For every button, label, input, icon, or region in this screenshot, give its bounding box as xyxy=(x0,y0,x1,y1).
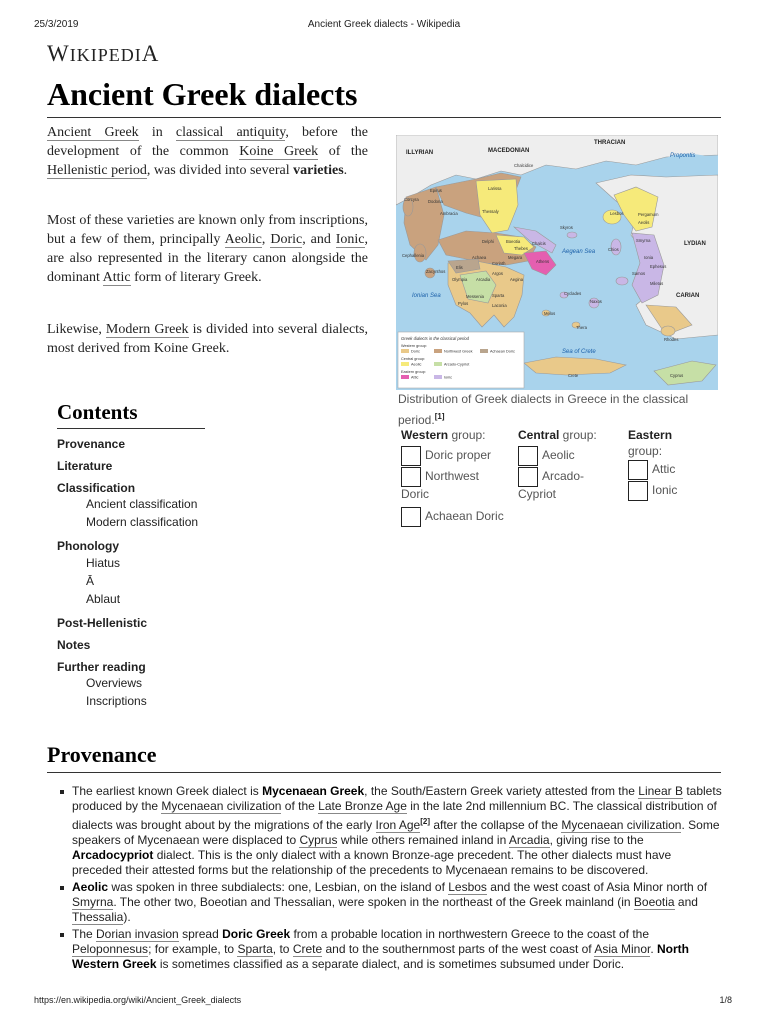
text-run: spread xyxy=(178,927,223,941)
inline-link[interactable]: Iron Age xyxy=(375,818,421,832)
inline-link[interactable]: Crete xyxy=(292,942,323,956)
map-legend-western: Western group: xyxy=(401,344,427,348)
text-run: in xyxy=(138,125,176,140)
text-run: Most of these varieties are known only from inscriptions, but a few of them, principally xyxy=(47,213,368,247)
map-place-athens: Athens xyxy=(536,259,550,264)
legend-swatch xyxy=(401,507,421,527)
text-run: , to xyxy=(272,942,293,956)
map-island-skyros xyxy=(567,232,577,238)
text-run: is sometimes classified as a separate dialect, and is sometimes subsumed under Doric. xyxy=(156,957,625,971)
toc-a-macron[interactable]: Ā xyxy=(86,574,95,588)
inline-link[interactable]: Dorian invasion xyxy=(96,927,179,941)
map-legend-arcadocypriot: Arcado-Cypriot xyxy=(444,362,470,367)
map-legend-achaean: Achaean Doric xyxy=(490,349,515,354)
bold-term: Arcadocypriot xyxy=(72,848,154,862)
text-run: The earliest known Greek dialect is xyxy=(72,784,263,798)
text-run: was spoken in three subdialects: one, Lesbian, on the island of xyxy=(108,880,449,894)
map-inset-legend xyxy=(398,332,524,388)
text-run: form of literary Greek. xyxy=(130,270,262,285)
map-sea-propontis: Propontis xyxy=(670,153,696,159)
contents-divider xyxy=(57,428,205,429)
map-place-melos: Melos xyxy=(544,311,556,316)
map-place-chalcis: Chalcis xyxy=(532,241,546,246)
map-caption xyxy=(398,391,718,429)
text-run: . Some speakers of Mycenaean were displaced to xyxy=(72,818,720,847)
map-place-laconia: Laconia xyxy=(492,303,507,308)
inline-link[interactable]: Thessalia xyxy=(72,910,124,924)
legend-eastern-group xyxy=(628,428,718,501)
section-divider xyxy=(47,772,721,773)
toc-modern-classification[interactable]: Modern classification xyxy=(86,515,199,529)
text-run: . xyxy=(343,163,348,178)
map-place-ephesus: Ephesus xyxy=(650,264,667,269)
map-label-macedonian: MACEDONIAN xyxy=(488,148,530,154)
intro-paragraph-3 xyxy=(47,320,368,358)
toc-phonology[interactable]: Phonology xyxy=(57,539,119,553)
legend-swatch xyxy=(628,481,648,501)
map-place-messenia: Messenia xyxy=(466,294,484,299)
inline-link[interactable]: Doric xyxy=(270,232,303,247)
map-place-thebes: Thebes xyxy=(514,246,528,251)
wordmark-last-letter: A xyxy=(141,41,160,66)
map-legend-title: Greek dialects in the classical period xyxy=(401,336,469,341)
map-legend-eastern: Eastern group: xyxy=(401,370,426,374)
legend-item-northwest-cont: Doric xyxy=(401,487,430,501)
toc-notes[interactable]: Notes xyxy=(57,638,91,652)
inline-link[interactable]: Boeotia xyxy=(633,895,675,909)
legend-label: Attic xyxy=(652,462,676,476)
intro-paragraph-2 xyxy=(47,211,368,287)
inline-link[interactable]: Sparta xyxy=(237,942,273,956)
inline-link[interactable]: Late Bronze Age xyxy=(318,799,407,813)
provenance-bullet-2 xyxy=(60,880,722,925)
text-run: , giving rise to the xyxy=(549,833,644,847)
map-place-megara: Megara xyxy=(508,255,523,260)
text-run: , and xyxy=(302,232,336,247)
provenance-bullet-3 xyxy=(60,927,722,972)
intro-paragraph-1 xyxy=(47,123,368,180)
map-label-carian: CARIAN xyxy=(676,293,700,299)
legend-central-suffix: group: xyxy=(559,428,597,442)
map-place-cephallenia: Cephallenia xyxy=(402,253,425,258)
text-run: The xyxy=(72,927,97,941)
legend-central-group xyxy=(518,428,618,505)
print-footer-url: https://en.wikipedia.org/wiki/Ancient_Greek_dialects xyxy=(34,995,242,1005)
text-run: , are also represented in the literary canon alongside the dominant xyxy=(47,232,369,285)
provenance-list xyxy=(60,784,722,974)
text-run: dialect. This is the only dialect with a known Bronze-age precedent. The other dialects must have preceded their attested forms but the relationship of the precedents to Mycenaean remains to be discovered. xyxy=(72,848,672,877)
inline-link[interactable]: Attic xyxy=(102,270,131,285)
map-place-samos: Samos xyxy=(632,271,646,276)
legend-swatch xyxy=(518,446,538,466)
map-place-thessaly: Thessaly xyxy=(482,209,499,214)
inline-link[interactable]: Cyprus xyxy=(299,833,338,847)
map-legend-aeolic: Aeolic xyxy=(411,362,422,367)
wordmark-first-letter: W xyxy=(47,41,70,66)
map-place-miletus: Miletus xyxy=(650,281,664,286)
map-place-skyros: Skyros xyxy=(560,225,573,230)
legend-western-title: Western xyxy=(401,428,449,442)
map-place-sparta: Sparta xyxy=(492,293,505,298)
legend-swatch xyxy=(401,446,421,466)
text-run: ). xyxy=(123,910,131,924)
map-legend-central: Central group: xyxy=(401,357,426,361)
map-place-corcyra: Corcyra xyxy=(404,197,419,202)
legend-item-ionic xyxy=(628,480,718,501)
text-run: of the xyxy=(281,799,319,813)
legend-eastern-title: Eastern xyxy=(628,428,673,442)
text-run: is divided into several dialects, most derived from Koine Greek. xyxy=(47,322,369,356)
map-sea-aegean: Aegean Sea xyxy=(562,249,596,255)
map-legend-attic: Attic xyxy=(411,375,419,380)
legend-item-doric-proper xyxy=(401,445,516,466)
text-run: and the west coast of Asia Minor north of xyxy=(486,880,708,894)
bold-term: Aeolic xyxy=(72,880,109,894)
print-date: 25/3/2019 xyxy=(34,19,79,30)
map-place-cyprus: Cyprus xyxy=(670,373,684,378)
provenance-bullet-1 xyxy=(60,784,722,878)
legend-item-arcado-cont: Cypriot xyxy=(518,487,557,501)
map-caption-text: Distribution of Greek dialects in Greece in the classical period. xyxy=(398,392,689,427)
inline-link[interactable]: Modern Greek xyxy=(105,322,189,337)
inline-link[interactable]: Hellenistic period xyxy=(47,163,147,178)
map-place-zacynthos: Zacynthos xyxy=(426,269,446,274)
map-place-ambracia: Ambracia xyxy=(440,211,458,216)
text-run: , xyxy=(261,232,271,247)
map-place-aeolis: Aeolis xyxy=(638,220,650,225)
map-legend-swatch-ionic xyxy=(434,375,442,379)
map-legend-swatch-northwest xyxy=(434,349,442,353)
toc-literature[interactable]: Literature xyxy=(57,459,113,473)
legend-label: Doric proper xyxy=(425,448,492,462)
map-place-elis: Elis xyxy=(456,265,463,270)
map-legend-northwest: Northwest Greek xyxy=(444,349,473,354)
title-divider xyxy=(47,117,721,118)
map-place-argos: Argos xyxy=(492,271,503,276)
text-run: and to the southernmost parts of the west coast of xyxy=(322,942,595,956)
legend-item-aeolic xyxy=(518,445,618,466)
bold-term: varieties xyxy=(293,163,344,178)
legend-item-achaean-doric xyxy=(401,506,516,527)
inline-link[interactable]: Smyrna xyxy=(72,895,114,909)
map-place-chios: Chios xyxy=(608,247,619,252)
inline-link[interactable]: Ionic xyxy=(335,232,365,247)
wordmark-middle: IKIPEDI xyxy=(69,45,142,65)
legend-central-title: Central xyxy=(518,428,560,442)
text-run: , was divided into several xyxy=(146,163,294,178)
text-run: after the collapse of the xyxy=(430,818,562,832)
contents-title: Contents xyxy=(57,400,138,424)
map-label-lydian: LYDIAN xyxy=(684,241,706,247)
map-legend-swatch-achaean xyxy=(480,349,488,353)
map-place-pylos: Pylos xyxy=(458,301,469,306)
reference[interactable]: [2] xyxy=(420,817,430,826)
map-place-pergamum: Pergamum xyxy=(638,212,659,217)
bold-term: Mycenaean Greek xyxy=(262,784,365,798)
toc-ancient-classification[interactable]: Ancient classification xyxy=(86,497,198,511)
map-place-epirus: Epirus xyxy=(430,188,442,193)
map-place-arcadia: Arcadia xyxy=(476,277,491,282)
legend-eastern-heading xyxy=(628,428,718,442)
text-run: tablets produced by the xyxy=(72,784,722,813)
map-place-corinth: Corinth xyxy=(492,261,506,266)
map-place-ionia: Ionia xyxy=(644,255,654,260)
toc-hiatus[interactable]: Hiatus xyxy=(86,556,121,570)
map-island-samos xyxy=(616,277,628,285)
bold-term: North Western Greek xyxy=(72,942,690,971)
map-place-achaea: Achaea xyxy=(472,255,487,260)
text-run: of the xyxy=(318,144,369,159)
text-run: from a probable location in northwestern Greece to the coast of the xyxy=(290,927,650,941)
legend-swatch xyxy=(628,460,648,480)
print-page-number: 1/8 xyxy=(719,995,732,1005)
legend-label: Achaean Doric xyxy=(425,509,504,523)
inline-link[interactable]: classical antiquity xyxy=(175,125,286,140)
map-legend-doric: Doric xyxy=(411,349,420,354)
legend-eastern-suffix: group: xyxy=(628,444,663,458)
map-legend-swatch-doric xyxy=(401,349,409,353)
map-legend-swatch-aeolic xyxy=(401,362,409,366)
inline-link[interactable]: Aeolic xyxy=(224,232,262,247)
map-place-thera: Thera xyxy=(576,325,587,330)
legend-item-attic xyxy=(628,459,718,480)
map-island-rhodes xyxy=(661,326,675,336)
map-place-chalcidice: Chalcidice xyxy=(514,163,534,168)
map-place-aegina: Aegina xyxy=(510,277,524,282)
dialect-map-svg xyxy=(396,135,718,390)
toc-post-hellenistic[interactable]: Post-Hellenistic xyxy=(57,616,148,630)
inline-link[interactable]: Ancient Greek xyxy=(47,125,139,140)
wikipedia-wordmark[interactable] xyxy=(47,41,159,67)
text-run: , before the development of the common xyxy=(47,125,368,159)
inline-link[interactable]: Mycenaean civilization xyxy=(561,818,682,832)
legend-western-group xyxy=(401,428,516,527)
inline-link[interactable]: Mycenaean civilization xyxy=(161,799,282,813)
legend-label: Ionic xyxy=(652,483,678,497)
bold-term: Doric Greek xyxy=(222,927,291,941)
inline-link[interactable]: Arcadia xyxy=(508,833,550,847)
toc-overviews[interactable]: Overviews xyxy=(86,676,143,690)
toc-classification[interactable]: Classification xyxy=(57,481,136,495)
map-place-crete: Crete xyxy=(568,373,579,378)
section-title-provenance: Provenance xyxy=(47,742,157,767)
map-sea-crete: Sea of Crete xyxy=(562,349,596,355)
map-place-lesbos: Lesbos xyxy=(610,211,624,216)
text-run: while others remained inland in xyxy=(337,833,509,847)
text-run: and xyxy=(674,895,698,909)
text-run: in the late 2nd millennium BC. The classical distribution of dialects was brought about by the migrations of the early xyxy=(72,799,717,832)
print-page-title: Ancient Greek dialects - Wikipedia xyxy=(307,19,461,30)
map-place-smyrna: Smyrna xyxy=(636,238,651,243)
map-label-thracian: THRACIAN xyxy=(594,140,626,146)
map-legend-swatch-attic xyxy=(401,375,409,379)
map-place-cyclades: Cyclades xyxy=(564,291,582,296)
legend-central-heading xyxy=(518,428,618,442)
map-legend-swatch-arcadocypriot xyxy=(434,362,442,366)
map-label-illyrian: ILLYRIAN xyxy=(406,150,434,156)
inline-link[interactable]: Koine Greek xyxy=(239,144,319,159)
toc-provenance[interactable]: Provenance xyxy=(57,437,126,451)
map-place-naxos: Naxos xyxy=(590,299,602,304)
toc-further-reading[interactable]: Further reading xyxy=(57,660,146,674)
map-place-boeotia: Boeotia xyxy=(506,239,521,244)
map-place-larissa: Larissa xyxy=(488,186,502,191)
legend-label: Northwest xyxy=(425,469,480,483)
text-run: Likewise, xyxy=(47,322,106,337)
map-place-dodona: Dodona xyxy=(428,199,443,204)
text-run: . xyxy=(650,942,658,956)
dialect-map[interactable] xyxy=(396,135,718,390)
map-place-delphi: Delphi xyxy=(482,239,494,244)
text-run: , the South/Eastern Greek variety attested from the xyxy=(364,784,639,798)
text-run: ; for example, to xyxy=(148,942,238,956)
text-run: . The other two, Boeotian and Thessalian, were spoken in the northeast of the Greek mainland (in xyxy=(113,895,634,909)
map-place-rhodes: Rhodes xyxy=(664,337,679,342)
map-place-olympia: Olympia xyxy=(452,277,468,282)
page-title: Ancient Greek dialects xyxy=(47,76,358,112)
toc-ablaut[interactable]: Ablaut xyxy=(86,592,121,606)
inline-link[interactable]: Asia Minor xyxy=(594,942,651,956)
legend-western-heading xyxy=(401,428,516,442)
map-sea-ionian: Ionian Sea xyxy=(412,293,441,299)
inline-link[interactable]: Lesbos xyxy=(448,880,487,894)
legend-western-suffix: group: xyxy=(448,428,486,442)
legend-label: Arcado- xyxy=(542,469,585,483)
toc-inscriptions[interactable]: Inscriptions xyxy=(86,694,147,708)
map-legend-ionic: Ionic xyxy=(444,375,453,380)
inline-link[interactable]: Linear B xyxy=(638,784,683,798)
inline-link[interactable]: Peloponnesus xyxy=(72,942,149,956)
legend-label: Aeolic xyxy=(542,448,575,462)
caption-reference[interactable]: [1] xyxy=(434,412,445,421)
